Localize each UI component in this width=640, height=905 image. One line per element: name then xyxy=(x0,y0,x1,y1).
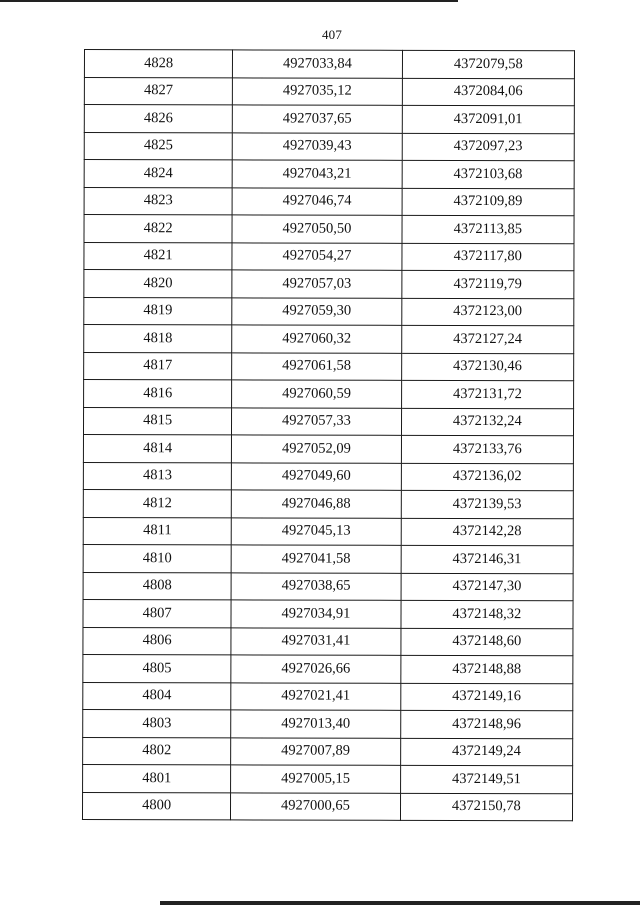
table-row xyxy=(84,270,574,299)
x-coordinate-cell: 4927050,50 xyxy=(232,215,401,243)
y-coordinate-cell: 4372148,32 xyxy=(401,600,573,628)
x-coordinate-cell: 4927052,09 xyxy=(232,435,401,463)
table-row xyxy=(83,737,573,766)
x-coordinate-cell: 4927035,12 xyxy=(233,77,402,105)
x-coordinate-cell: 4927046,74 xyxy=(232,187,401,215)
table-row xyxy=(84,187,574,216)
x-coordinate-cell: 4927057,33 xyxy=(232,407,401,435)
top-rule xyxy=(0,0,458,2)
y-coordinate-cell: 4372149,51 xyxy=(400,765,572,793)
x-coordinate-cell: 4927039,43 xyxy=(232,132,401,160)
x-coordinate-cell: 4927060,59 xyxy=(232,380,401,408)
y-coordinate-cell: 4372127,24 xyxy=(401,325,573,353)
point-number-cell: 4814 xyxy=(83,435,231,463)
point-number-cell: 4827 xyxy=(84,77,232,105)
x-coordinate-cell: 4927033,84 xyxy=(233,50,402,78)
x-coordinate-cell: 4927005,15 xyxy=(231,765,400,793)
table-row xyxy=(83,572,573,601)
y-coordinate-cell: 4372119,79 xyxy=(401,270,573,298)
point-number-cell: 4811 xyxy=(83,517,231,545)
x-coordinate-cell: 4927041,58 xyxy=(231,545,400,573)
table-row xyxy=(84,380,574,409)
table-row xyxy=(83,764,573,793)
y-coordinate-cell: 4372123,00 xyxy=(401,298,573,326)
point-number-cell: 4807 xyxy=(83,599,231,627)
y-coordinate-cell: 4372147,30 xyxy=(401,573,573,601)
table-row xyxy=(84,105,574,134)
x-coordinate-cell: 4927057,03 xyxy=(232,270,401,298)
point-number-cell: 4806 xyxy=(83,627,231,655)
y-coordinate-cell: 4372142,28 xyxy=(401,518,573,546)
y-coordinate-cell: 4372103,68 xyxy=(402,160,574,188)
x-coordinate-cell: 4927059,30 xyxy=(232,297,401,325)
table-row xyxy=(83,517,573,546)
y-coordinate-cell: 4372084,06 xyxy=(402,78,574,106)
point-number-cell: 4803 xyxy=(83,709,231,737)
x-coordinate-cell: 4927061,58 xyxy=(232,352,401,380)
bottom-rule xyxy=(160,901,640,905)
table-row xyxy=(84,325,574,354)
y-coordinate-cell: 4372148,60 xyxy=(401,628,573,656)
x-coordinate-cell: 4927045,13 xyxy=(231,517,400,545)
y-coordinate-cell: 4372136,02 xyxy=(401,463,573,491)
point-number-cell: 4801 xyxy=(83,764,231,792)
point-number-cell: 4820 xyxy=(84,270,232,298)
x-coordinate-cell: 4927046,88 xyxy=(232,490,401,518)
point-number-cell: 4813 xyxy=(83,462,231,490)
point-number-cell: 4826 xyxy=(84,105,232,133)
table-row xyxy=(84,77,574,106)
y-coordinate-cell: 4372091,01 xyxy=(402,105,574,133)
x-coordinate-cell: 4927013,40 xyxy=(231,710,400,738)
y-coordinate-cell: 4372149,16 xyxy=(400,683,572,711)
y-coordinate-cell: 4372146,31 xyxy=(401,545,573,573)
x-coordinate-cell: 4927034,91 xyxy=(231,600,400,628)
x-coordinate-cell: 4927031,41 xyxy=(231,627,400,655)
table-row xyxy=(83,489,573,518)
point-number-cell: 4828 xyxy=(84,50,232,78)
x-coordinate-cell: 4927000,65 xyxy=(231,792,400,820)
y-coordinate-cell: 4372139,53 xyxy=(401,490,573,518)
x-coordinate-cell: 4927054,27 xyxy=(232,242,401,270)
point-number-cell: 4815 xyxy=(83,407,231,435)
y-coordinate-cell: 4372133,76 xyxy=(401,435,573,463)
y-coordinate-cell: 4372113,85 xyxy=(402,215,574,243)
point-number-cell: 4821 xyxy=(84,242,232,270)
table-row xyxy=(84,242,574,271)
x-coordinate-cell: 4927021,41 xyxy=(231,682,400,710)
point-number-cell: 4804 xyxy=(83,682,231,710)
table-row xyxy=(83,654,573,683)
point-number-cell: 4823 xyxy=(84,187,232,215)
point-number-cell: 4800 xyxy=(82,792,230,820)
table-body xyxy=(82,50,574,821)
table-row xyxy=(83,682,573,711)
table-row xyxy=(83,599,573,628)
y-coordinate-cell: 4372097,23 xyxy=(402,133,574,161)
y-coordinate-cell: 4372148,88 xyxy=(400,655,572,683)
point-number-cell: 4818 xyxy=(84,325,232,353)
point-number-cell: 4810 xyxy=(83,544,231,572)
y-coordinate-cell: 4372148,96 xyxy=(400,710,572,738)
y-coordinate-cell: 4372131,72 xyxy=(401,380,573,408)
table-row xyxy=(83,462,573,491)
point-number-cell: 4808 xyxy=(83,572,231,600)
point-number-cell: 4805 xyxy=(83,654,231,682)
x-coordinate-cell: 4927060,32 xyxy=(232,325,401,353)
x-coordinate-cell: 4927043,21 xyxy=(232,160,401,188)
point-number-cell: 4812 xyxy=(83,489,231,517)
x-coordinate-cell: 4927007,89 xyxy=(231,737,400,765)
table-row xyxy=(84,160,574,189)
table-row xyxy=(83,544,573,573)
point-number-cell: 4816 xyxy=(84,380,232,408)
table-row xyxy=(83,627,573,656)
table-row xyxy=(83,435,573,464)
coordinates-table xyxy=(82,49,575,821)
page-number: 407 xyxy=(321,27,343,42)
table-row xyxy=(84,215,574,244)
y-coordinate-cell: 4372117,80 xyxy=(402,243,574,271)
y-coordinate-cell: 4372132,24 xyxy=(401,408,573,436)
x-coordinate-cell: 4927037,65 xyxy=(233,105,402,133)
table-row xyxy=(84,297,574,326)
y-coordinate-cell: 4372079,58 xyxy=(402,50,574,78)
x-coordinate-cell: 4927049,60 xyxy=(232,462,401,490)
table-row xyxy=(82,792,572,821)
table-row xyxy=(83,407,573,436)
point-number-cell: 4825 xyxy=(84,132,232,160)
y-coordinate-cell: 4372130,46 xyxy=(401,353,573,381)
point-number-cell: 4817 xyxy=(84,352,232,380)
point-number-cell: 4802 xyxy=(83,737,231,765)
table-row xyxy=(84,352,574,381)
y-coordinate-cell: 4372149,24 xyxy=(400,738,572,766)
x-coordinate-cell: 4927026,66 xyxy=(231,655,400,683)
table-row xyxy=(84,50,574,79)
table-row xyxy=(84,132,574,161)
y-coordinate-cell: 4372109,89 xyxy=(402,188,574,216)
y-coordinate-cell: 4372150,78 xyxy=(400,793,572,821)
point-number-cell: 4819 xyxy=(84,297,232,325)
x-coordinate-cell: 4927038,65 xyxy=(231,572,400,600)
point-number-cell: 4822 xyxy=(84,215,232,243)
point-number-cell: 4824 xyxy=(84,160,232,188)
table-row xyxy=(83,709,573,738)
